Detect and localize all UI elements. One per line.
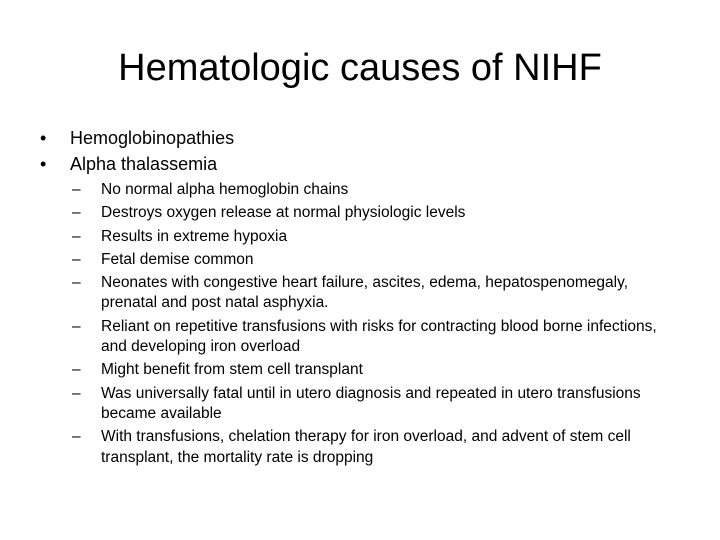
- sub-bullet-item: [72, 203, 672, 223]
- sub-bullet-text: Was universally fatal until in utero diagnosis and repeated in utero transfusions became available: [101, 384, 641, 422]
- bullet-text: Alpha thalassemia: [70, 154, 218, 174]
- sub-bullet-text: Fetal demise common: [101, 250, 254, 268]
- sub-bullet-item: [72, 273, 672, 314]
- dash-marker: –: [72, 317, 81, 335]
- sub-bullet-item: [72, 384, 672, 425]
- dash-marker: –: [72, 250, 81, 268]
- dash-marker: –: [72, 181, 81, 198]
- slide-title: Hematologic causes of NIHF: [118, 47, 602, 89]
- sub-bullet-text: Neonates with congestive heart failure, ascites, edema, hepatospenomegaly, prenatal and post natal asphyxia.: [101, 274, 629, 312]
- sub-bullet-text: Results in extreme hypoxia: [101, 227, 288, 245]
- sub-bullet-item: [72, 250, 672, 270]
- sub-bullet-text: Destroys oxygen release at normal physiologic levels: [101, 204, 466, 222]
- bullet-marker: •: [40, 154, 47, 174]
- sub-bullet-text: Reliant on repetitive transfusions with risks for contracting blood borne infections, and developing iron overload: [101, 317, 657, 356]
- sub-bullet-text: With transfusions, chelation therapy for iron overload, and advent of stem cell transplant, the mortality rate is dropping: [101, 428, 631, 466]
- dash-marker: –: [72, 384, 81, 402]
- sub-bullet-list: [72, 180, 672, 471]
- sub-bullet-item: [72, 180, 672, 200]
- dash-marker: –: [72, 227, 81, 245]
- sub-bullet-text: No normal alpha hemoglobin chains: [101, 181, 349, 198]
- dash-marker: –: [72, 274, 81, 292]
- bullet-text: Hemoglobinopathies: [70, 128, 235, 148]
- sub-bullet-item: [72, 360, 672, 380]
- sub-bullet-item: [72, 317, 672, 358]
- sub-bullet-item: [72, 227, 672, 247]
- sub-bullet-text: Might benefit from stem cell transplant: [101, 361, 363, 379]
- dash-marker: –: [72, 428, 81, 446]
- bullet-marker: •: [40, 128, 47, 148]
- dash-marker: –: [72, 361, 81, 379]
- dash-marker: –: [72, 204, 81, 222]
- sub-bullet-item: [72, 427, 672, 468]
